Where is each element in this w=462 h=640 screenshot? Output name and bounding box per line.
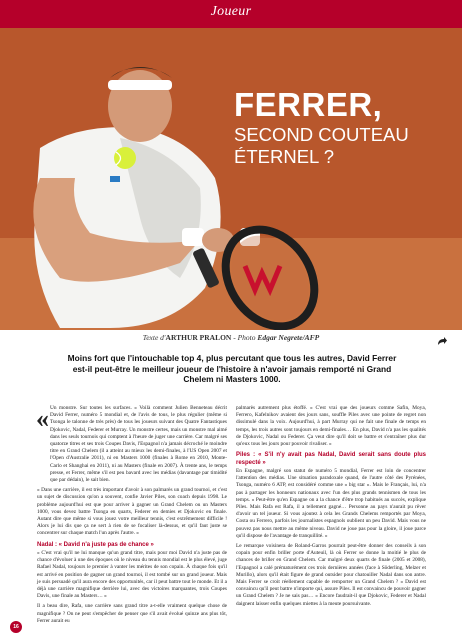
byline-photographer: Edgar Negrete/AFP <box>257 333 320 342</box>
subtitle-line-2: ÉTERNEL ? <box>234 146 335 167</box>
section-heading: Piles : « S'il n'y avait pas Nadal, David serait sans doute plus respecté » <box>236 452 426 466</box>
subtitle-line-1: SECOND COUTEAU <box>234 124 409 145</box>
hero-photo <box>0 28 462 330</box>
arrow-right-icon <box>436 336 448 348</box>
byline-author: ARTHUR PRALON <box>165 333 232 342</box>
opening-quote-icon: « <box>36 404 49 433</box>
header-band <box>0 0 462 28</box>
byline-text-label: Texte d' <box>142 333 166 342</box>
article-column-left <box>37 405 227 628</box>
paragraph: « C'est vrai qu'il ne lui manque qu'un grand titre, mais pour moi David n'a juste pas de chance d'évoluer à une des époques où le niveau du tennis mondial est le plus élevé, juge Rafael Nadal, toujours le premier à vanter les mérites de son copain. À chaque fois qu'il est arrivé en position de gagner un grand tournoi, il est tombé sur un grand joueur. Mais je suis persuadé qu'il aura encore des opportunités, car il peut battre tout le monde. Et il a déjà une carrière magnifique derrière lui, avec des victoires marquantes, trois Coupes Davis, une finale au Masters… » <box>37 550 227 600</box>
section-heading: Nadal : « David n'a juste pas de chance » <box>37 541 154 548</box>
byline-photo-label: - Photo <box>231 333 258 342</box>
paragraph: En Espagne, malgré son statut de numéro 5 mondial, Ferrer est loin de concentrer l'attention des médias. Une situation paradoxale quand, de l'autre côté des Pyrénées, Tsonga, numéro 6 ATP, est considéré comme une « big star ». Mais le Français, lui, n'a pas à partager les honneurs nationaux avec l'un des plus grands tennismen de tous les temps. « Peut-être qu'en Espagne on a la chance d'être trop habitués au succès, explique Piles. Mais Rafa est Rafa, il a tellement gagné… Personne au pays n'aurait pu rêver d'avoir un tel joueur. Si vous ajoutez à cela les Grands Chelems remportés par Moya, Costa ou Ferrero, parfois les journalistes espagnols oublient un peu David. Mais vous ne pouvez pas nous mettre au même niveau. David ne joue pas pour la gloire, il joue parce qu'il dispose de l'avantage de tranquillité. » <box>236 468 426 539</box>
paragraph: Il a beau dire, Rafa, une carrière sans grand titre a-t-elle vraiment quelque chose de magnifique ? On ne peut s'empêcher de penser que s'il avait évolué quinze ans plus tôt, Ferrer aurait eu <box>37 603 227 624</box>
section-label: Joueur <box>210 4 252 19</box>
paragraph: Un monstre. Sur toutes les surfaces. » Voilà comment Julien Benneteau décrit David Ferrer, numéro 5 mondial et, de l'avis de tous, le plus régulier (même si Tsonga le talonne de très près) de tous les joueurs suivant des Quatre Fantastiques Djokovic, Nadal, Federer et Murray. Un monstre certes, mais un monstre mal aimé dans les seuls tournois qui comptent à l'heure de juger une carrière. Car malgré ses quatorze titres et ses trois Coupes Davis, l'Espagnol n'a jamais décroché le moindre titre en Grand Chelem (il a atteint au mieux les demi-finales, à l'US Open 2007 et l'Open d'Australie 2011), ni en Masters 1000 (finales à Rome en 2010, Monte-Carlo et Shanghai en 2011), ni au Masters (finale en 2007). À trente ans, le temps presse, et Ferrer, même s'il est peu bavard avec les médias (davantage par timidité que par dédain), le sait bien. <box>50 405 227 484</box>
page-number: 16 <box>10 621 22 633</box>
paragraph: « Dans une carrière, il est très important d'avoir à son palmarès un grand tournoi, et c'est un sujet de discussion qu'on a souvent, confie Javier Piles, son coach depuis 1998. Le problème aujourd'hui est que pour arriver à gagner un Grand Chelem ou un Masters 1000, vous devez battre Tsonga en quarts, Federer en demies et Djokovic en finale. Autant dire que même si vous jouez votre meilleur tennis, c'est extrêmement difficile ! Alors je lui dis que ça ne sert à rien de se focaliser là-dessus, et qu'il faut juste se concentrer sur chaque match l'un après l'autre. » <box>37 487 227 537</box>
article-title: FERRER, <box>234 86 383 123</box>
byline <box>0 333 462 342</box>
paragraph: Le remarque voisinera de Roland-Garros pourrait peut-être donner des conseils à son copain pour enfin briller porte d'Auteuil, là où Ferrer se donne la moitié le plus de chances de briller en Grand Chelem. Car malgré deux quarts de finale (2005 et 2008), l'Espagnol a calé prématurément ces trois dernières années (face à Söderling, Melzer et Murillo), alors qu'il était figure de grand outsider pour chatouiller Nadal dans son antre. Mais Ferrer se croit réellement capable de remporter un Grand Chelem ? « David est convaincu qu'il peut battre n'importe qui, assure Piles. Il est convaincu de pouvoir gagner un Grand Chelem ? Je ne sais pas… » Encore faudrait-il que Djokovic, Federer et Nadal daignent laisser enfin quelques miettes à la meute poursuivante. <box>236 543 426 607</box>
article-subtitle <box>234 124 454 168</box>
article-column-right <box>236 405 426 611</box>
paragraph: palmarès autrement plus étoffé. « C'est vrai que des joueurs comme Safin, Moya, Ferrero, Kafelnikov avaient des jours sans, souffle Piles avec une pointe de regret non dissimulé dans la voix. Aujourd'hui, à part Murray qui ne fait une finale de temps en temps, les trois autres sont toujours en demi-finales… En plus, David n'a pas les qualités de Djokovic, Nadal ou Federer. Ça veut dire qu'il doit se battre et s'entraîner plus dur qu'eux tous les jours pour pouvoir rivaliser. » <box>236 405 426 448</box>
lead-paragraph: Moins fort que l'intouchable top 4, plus percutant que tous les autres, David Ferrer est-il peut-être le meilleur joueur de l'histoire à n'avoir jamais remporté ni Grand Chelem ni Masters 1000. <box>67 353 397 384</box>
tennis-player-illustration <box>0 28 462 330</box>
